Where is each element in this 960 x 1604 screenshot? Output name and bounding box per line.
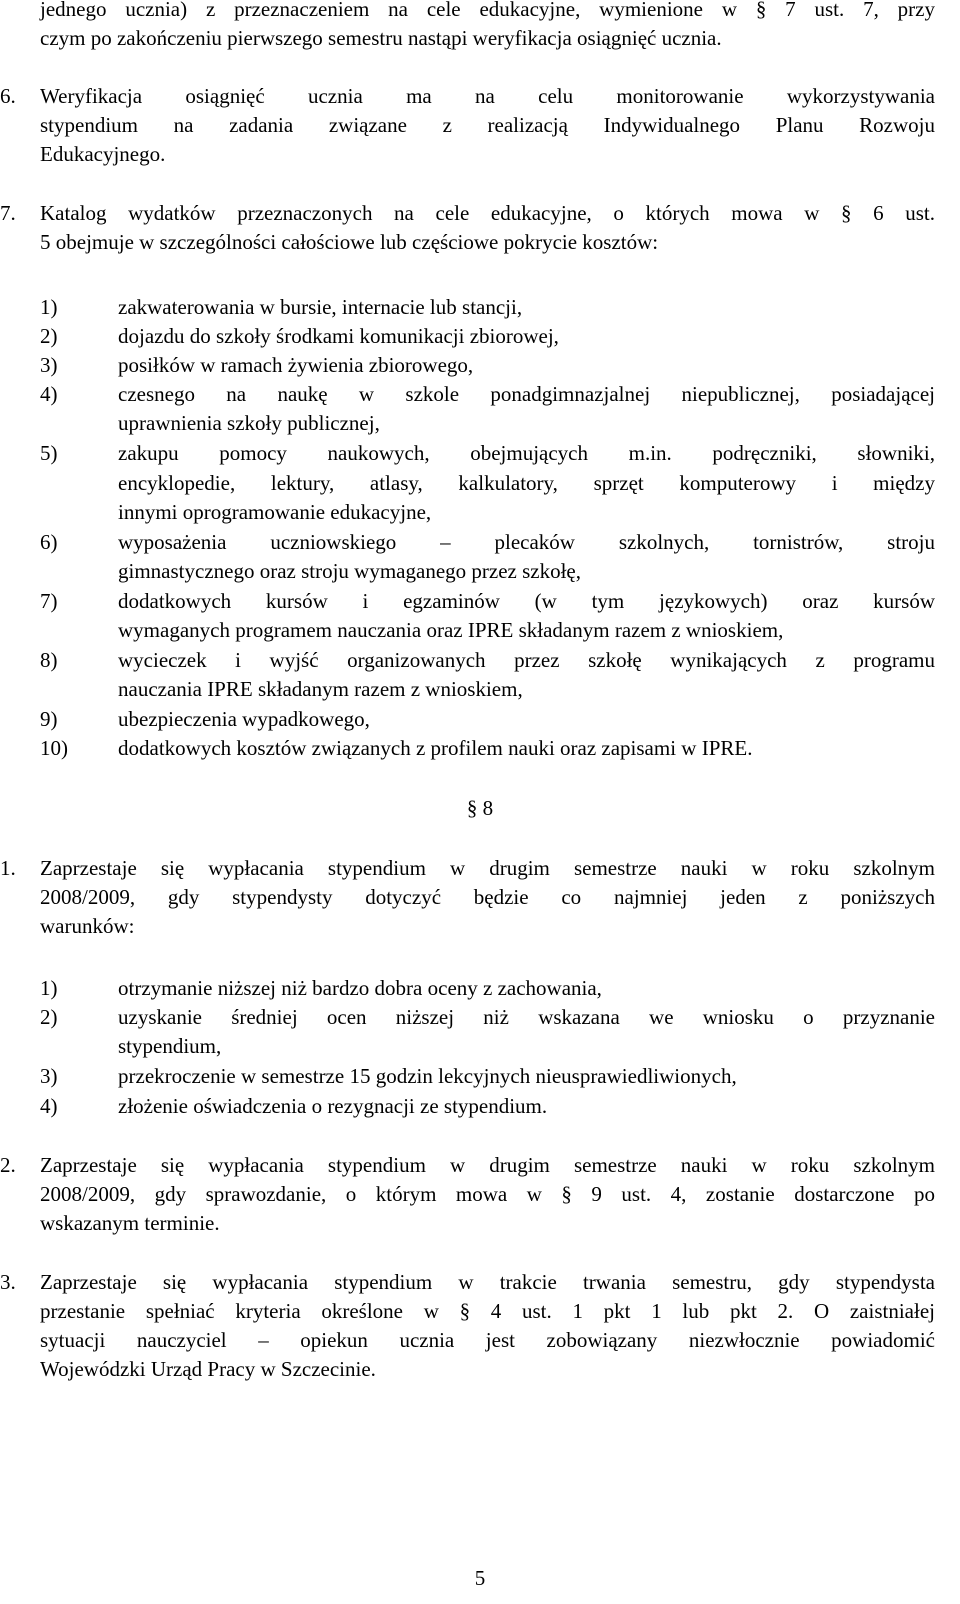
text-line: Wojewódzki Urząd Pracy w Szczecinie.	[40, 1357, 376, 1381]
list-number: 5)	[40, 441, 58, 465]
list-number: 3)	[40, 1064, 58, 1088]
list-item: uprawnienia szkoły publicznej,	[118, 411, 380, 435]
list-number: 7)	[40, 589, 58, 613]
text-line: przestanie spełniać kryteria określone w § 4 ust. 1 pkt 1 lub pkt 2. O zaistniałej	[40, 1299, 935, 1323]
text-line: sytuacji nauczyciel – opiekun ucznia jest zobowiązany niezwłocznie powiadomić	[40, 1328, 935, 1352]
list-item: ubezpieczenia wypadkowego,	[118, 707, 370, 731]
text-line: wskazanym terminie.	[40, 1211, 220, 1235]
list-item: posiłków w ramach żywienia zbiorowego,	[118, 353, 474, 377]
list-number: 8)	[40, 648, 58, 672]
text-line: czym po zakończeniu pierwszego semestru nastąpi weryfikacja osiągnięć ucznia.	[40, 26, 722, 50]
list-item: otrzymanie niższej niż bardzo dobra oceny z zachowania,	[118, 976, 602, 1000]
list-number: 4)	[40, 382, 58, 406]
text-line: 5 obejmuje w szczególności całościowe lub częściowe pokrycie kosztów:	[40, 230, 659, 254]
list-item: gimnastycznego oraz stroju wymaganego przez szkołę,	[118, 559, 581, 583]
list-number: 6)	[40, 530, 58, 554]
list-item: wyposażenia uczniowskiego – plecaków szkolnych, tornistrów, stroju	[118, 530, 935, 554]
text-line: Zaprzestaje się wypłacania stypendium w drugim semestrze nauki w roku szkolnym	[40, 856, 935, 880]
list-number: 1)	[40, 976, 58, 1000]
list-item: zakupu pomocy naukowych, obejmujących m.in. podręczniki, słowniki,	[118, 441, 935, 465]
list-item: nauczania IPRE składanym razem z wnioskiem,	[118, 677, 523, 701]
list-number: 2)	[40, 324, 58, 348]
list-item: innymi oprogramowanie edukacyjne,	[118, 500, 432, 524]
text-line: Weryfikacja osiągnięć ucznia ma na celu monitorowanie wykorzystywania	[40, 84, 935, 108]
list-number: 2)	[40, 1005, 58, 1029]
text-line: warunków:	[40, 914, 135, 938]
text-line: 2008/2009, gdy stypendysty dotyczyć będzie co najmniej jeden z poniższych	[40, 885, 935, 909]
paragraph-number: 2.	[0, 1153, 16, 1177]
text-line: stypendium na zadania związane z realizacją Indywidualnego Planu Rozwoju	[40, 113, 935, 137]
list-item: dodatkowych kursów i egzaminów (w tym językowych) oraz kursów	[118, 589, 935, 613]
list-item: dojazdu do szkoły środkami komunikacji zbiorowej,	[118, 324, 559, 348]
list-item: stypendium,	[118, 1034, 222, 1058]
list-item: złożenie oświadczenia o rezygnacji ze stypendium.	[118, 1094, 548, 1118]
list-number: 1)	[40, 295, 58, 319]
list-number: 4)	[40, 1094, 58, 1118]
list-item: wymaganych programem nauczania oraz IPRE składanym razem z wnioskiem,	[118, 618, 784, 642]
list-item: przekroczenie w semestrze 15 godzin lekcyjnych nieusprawiedliwionych,	[118, 1064, 737, 1088]
list-item: wycieczek i wyjść organizowanych przez szkołę wynikających z programu	[118, 648, 935, 672]
list-number: 10)	[40, 736, 68, 760]
paragraph-number: 6.	[0, 84, 16, 108]
list-number: 9)	[40, 707, 58, 731]
paragraph-number: 7.	[0, 201, 16, 225]
text-line: Edukacyjnego.	[40, 142, 166, 166]
list-number: 3)	[40, 353, 58, 377]
section-heading: § 8	[466, 796, 494, 820]
text-line: jednego ucznia) z przeznaczeniem na cele edukacyjne, wymienione w § 7 ust. 7, przy	[40, 0, 935, 21]
list-item: encyklopedie, lektury, atlasy, kalkulatory, sprzęt komputerowy i między	[118, 471, 935, 495]
paragraph-number: 3.	[0, 1270, 16, 1294]
list-item: zakwaterowania w bursie, internacie lub stancji,	[118, 295, 523, 319]
text-line: 2008/2009, gdy sprawozdanie, o którym mowa w § 9 ust. 4, zostanie dostarczone po	[40, 1182, 935, 1206]
list-item: czesnego na naukę w szkole ponadgimnazjalnej niepublicznej, posiadającej	[118, 382, 935, 406]
text-line: Zaprzestaje się wypłacania stypendium w drugim semestrze nauki w roku szkolnym	[40, 1153, 935, 1177]
page-number: 5	[474, 1566, 486, 1590]
list-item: uzyskanie średniej ocen niższej niż wskazana we wniosku o przyznanie	[118, 1005, 935, 1029]
text-line: Katalog wydatków przeznaczonych na cele edukacyjne, o których mowa w § 6 ust.	[40, 201, 935, 225]
list-item: dodatkowych kosztów związanych z profilem nauki oraz zapisami w IPRE.	[118, 736, 753, 760]
paragraph-number: 1.	[0, 856, 16, 880]
text-line: Zaprzestaje się wypłacania stypendium w trakcie trwania semestru, gdy stypendysta	[40, 1270, 935, 1294]
